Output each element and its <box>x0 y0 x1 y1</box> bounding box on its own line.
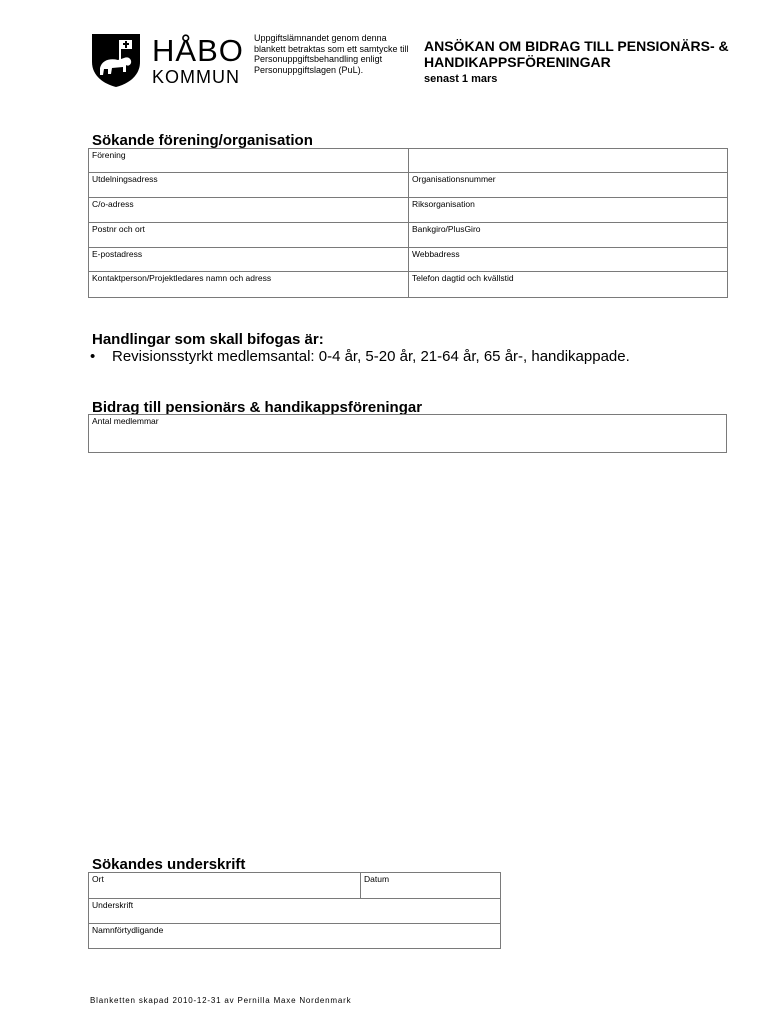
webbadress-field[interactable]: Webbadress <box>409 248 728 272</box>
datum-field[interactable]: Datum <box>361 873 501 899</box>
co-adress-field[interactable]: C/o-adress <box>89 198 409 223</box>
utdelningsadress-field[interactable]: Utdelningsadress <box>89 173 409 198</box>
signature-row-place-date <box>89 873 501 899</box>
signature-row-name <box>89 924 501 949</box>
antal-medlemmar-field[interactable] <box>88 414 727 453</box>
namnfortydligande-field[interactable]: Namnförtydligande <box>89 924 501 949</box>
form-row-co <box>89 198 728 223</box>
antal-medlemmar-label: Antal medlemmar <box>92 416 159 426</box>
attachments-list-item <box>90 348 630 366</box>
kontaktperson-field[interactable]: Kontaktperson/Projektledares namn och adress <box>89 272 409 298</box>
coat-of-arms-icon <box>90 32 142 88</box>
form-footer: Blanketten skapad 2010-12-31 av Pernilla Maxe Nordenmark <box>90 996 352 1005</box>
signature-form-table <box>88 872 501 949</box>
document-title-line-2: HANDIKAPPSFÖRENINGAR <box>424 54 611 70</box>
document-title-line-1: ANSÖKAN OM BIDRAG TILL PENSIONÄRS- & <box>424 38 729 54</box>
bullet-icon: • <box>90 348 96 365</box>
attachments-item-text: Revisionsstyrkt medlemsantal: 0-4 år, 5-20 år, 21-64 år, 65 år-, handikappade. <box>112 348 630 365</box>
signature-row-signature <box>89 899 501 924</box>
form-row-postnr <box>89 223 728 248</box>
riksorganisation-field[interactable]: Riksorganisation <box>409 198 728 223</box>
attachments-section-heading: Handlingar som skall bifogas är: <box>92 331 324 348</box>
document-title <box>424 38 754 70</box>
applicant-form-table <box>88 148 728 298</box>
organisationsnummer-field[interactable]: Organisationsnummer <box>409 173 728 198</box>
form-row-email <box>89 248 728 272</box>
postnr-ort-field[interactable]: Postnr och ort <box>89 223 409 248</box>
forening-field[interactable]: Förening <box>89 149 409 173</box>
habo-kommun-logo <box>90 32 250 88</box>
application-deadline: senast 1 mars <box>424 73 498 85</box>
form-row-address <box>89 173 728 198</box>
forening-extra-field[interactable] <box>409 149 728 173</box>
applicant-section-heading: Sökande förening/organisation <box>92 132 313 149</box>
privacy-notice: Uppgiftslämnandet genom denna blankett betraktas som ett samtycke till Personuppgiftsbehandling enligt Personuppgiftslagen (PuL). <box>254 33 409 75</box>
logo-wordmark-kommun: KOMMUN <box>152 67 240 87</box>
form-row-forening <box>89 149 728 173</box>
signature-section-heading: Sökandes underskrift <box>92 856 246 873</box>
grant-section-heading: Bidrag till pensionärs & handikappsföreningar <box>92 399 423 416</box>
telefon-field[interactable]: Telefon dagtid och kvällstid <box>409 272 728 298</box>
bankgiro-field[interactable]: Bankgiro/PlusGiro <box>409 223 728 248</box>
form-row-contact <box>89 272 728 298</box>
logo-wordmark-habo: HÅBO <box>152 33 244 68</box>
epostadress-field[interactable]: E-postadress <box>89 248 409 272</box>
underskrift-field[interactable]: Underskrift <box>89 899 501 924</box>
ort-field[interactable]: Ort <box>89 873 361 899</box>
